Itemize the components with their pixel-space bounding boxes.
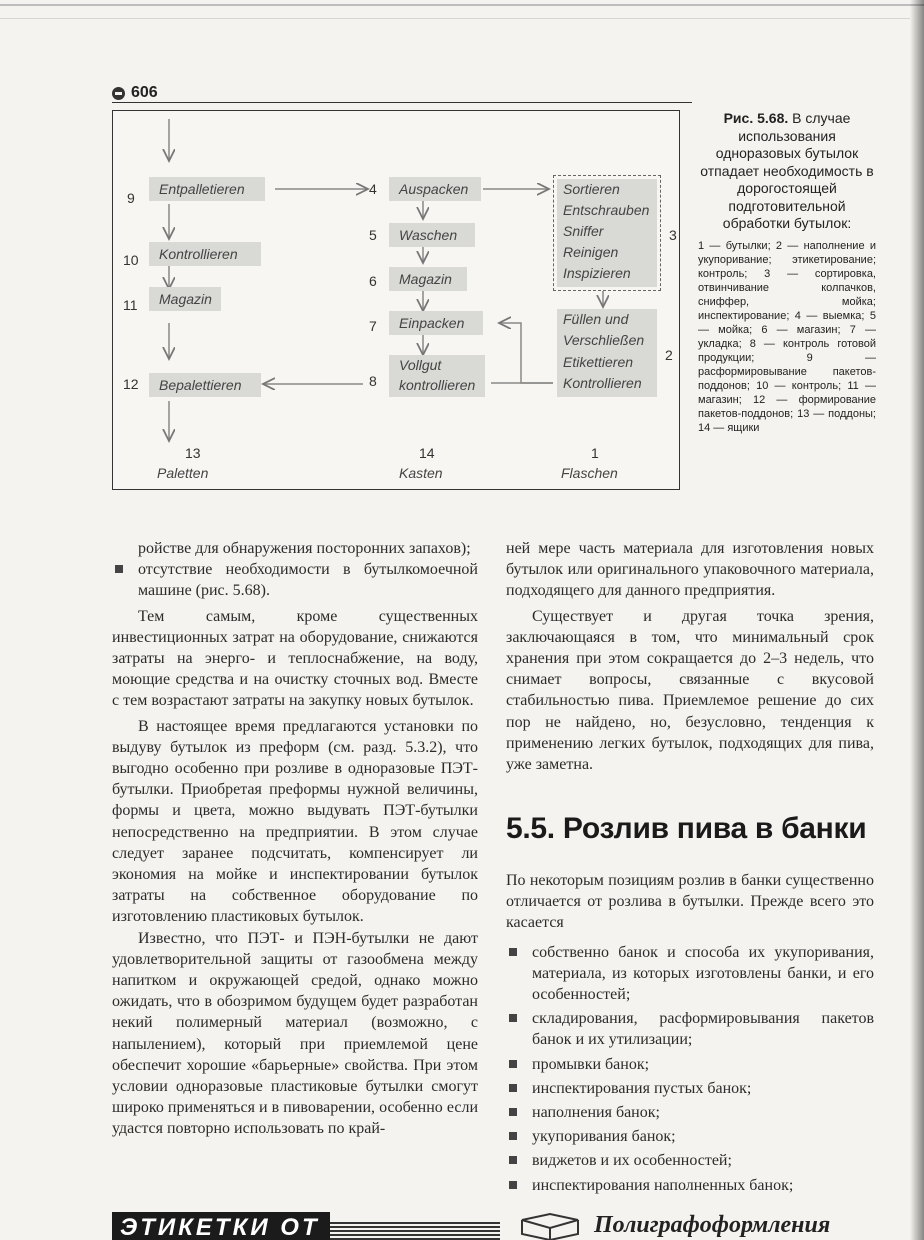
list-item-text: виджетов и их особенностей; — [532, 1152, 732, 1170]
bullet-square-icon — [509, 1181, 517, 1189]
list-item-text: наполнения банок; — [532, 1104, 660, 1122]
right-para-1: Существует и другая точка зрения, заключающаяся в том, что минимальный срок хранения при этом сокращается до 2–3 недель, что снимает вопросы, связанные с вкусовой стабильностью пива. Приемлемое решение до сих пор не найдено, но, безусловно, тенденция к применению легких бутылок, подходящих для пива, уже заметна. — [506, 607, 874, 774]
bullet-square-icon — [509, 1132, 517, 1140]
list-item — [506, 1150, 874, 1171]
diagram-label-9: Entpalletieren — [159, 181, 245, 197]
right-bullet-list — [506, 942, 874, 1196]
diagram-num-5: 5 — [369, 227, 377, 243]
diagram-label-14: Kasten — [399, 465, 443, 481]
diagram-label-3-line2: Entschrauben — [563, 202, 650, 218]
caption-legend: 1 — бутылки; 2 — наполнение и укупоривание; этикетирование; контроль; 3 — сортировка, отвинчивание колпачков, сниффер, мойка; инспектирование; 4 — выемка; 5 — мойка; 6 — магазин; 7 — укладка; 8 — контроль готовой продукции; 9 — расформировывание пакетов-поддонов; 10 — контроль; 11 — магазин; 12 — формирование пакетов-поддонов; 13 — поддоны; 14 — ящики — [698, 239, 876, 434]
printer-logo-icon — [516, 1212, 586, 1240]
diagram-label-5: Waschen — [399, 227, 458, 243]
arrow-2-to-7 — [499, 323, 553, 383]
diagram-num-6: 6 — [369, 273, 377, 289]
ad-banner-left — [112, 1212, 330, 1240]
diagram-label-4: Auspacken — [399, 181, 469, 197]
ad-banner-right — [512, 1212, 892, 1240]
list-item-text: укупоривания банок; — [532, 1128, 676, 1146]
list-item — [506, 1008, 874, 1050]
left-para-2: В настоящее время предлагаются установки по выдуву бутылок из преформ (см. разд. 5.3.2), что выгодно особенно при розливе в одноразовые ПЭТ-бутылки. Приобретая преформы нужной величины, формы и цвета, можно выдувать ПЭТ-бутылки непосредственно на предприятии. В этом случае следует заранее подсчитать, компенсирует ли экономия на мойке и инспектировании бутылок затраты на собственное оборудование по изготовлению пластиковых бутылок. — [112, 717, 478, 926]
list-item — [506, 1102, 874, 1123]
diagram-num-12: 12 — [123, 376, 139, 392]
diagram-label-11: Magazin — [159, 291, 212, 307]
bullet-square-icon — [509, 1108, 517, 1116]
figure-caption — [698, 110, 876, 435]
left-text-column — [112, 538, 478, 1140]
diagram-label-10: Kontrollieren — [159, 246, 238, 262]
left-para-continued: ройстве для обнаружения посторонних запахов); — [138, 540, 471, 557]
list-item — [506, 1078, 874, 1099]
header-rule — [112, 102, 692, 103]
diagram-num-8: 8 — [369, 373, 377, 389]
diagram-num-4: 4 — [369, 181, 377, 197]
diagram-label-1: Flaschen — [561, 465, 618, 481]
diagram-num-7: 7 — [369, 318, 377, 334]
list-item — [506, 1054, 874, 1075]
diagram-label-8a: Vollgut — [399, 357, 442, 373]
diagram-num-10: 10 — [123, 252, 139, 268]
list-item-text: инспектирования пустых банок; — [532, 1079, 752, 1097]
page-bullet-icon — [112, 87, 125, 100]
diagram-num-11: 11 — [123, 297, 138, 313]
list-item — [506, 1126, 874, 1147]
caption-title-text: В случае использования одноразовых бутылок отпадает необходимость в дорогостоящей подготовительной обработки бутылок: — [700, 110, 874, 231]
diagram-num-1: 1 — [591, 445, 599, 461]
diagram-num-3: 3 — [669, 227, 677, 243]
diagram-num-9: 9 — [127, 190, 135, 206]
diagram-label-13: Paletten — [157, 465, 209, 481]
diagram-label-7: Einpacken — [399, 315, 465, 331]
bullet-square-icon — [509, 1084, 517, 1092]
diagram-label-12: Bepalettieren — [159, 377, 242, 393]
left-bullet-item — [112, 559, 478, 601]
bullet-square-icon — [115, 565, 123, 573]
caption-title — [698, 110, 876, 233]
page-number-text: 606 — [131, 84, 158, 101]
diagram-label-8b: kontrollieren — [399, 377, 476, 393]
ad-stripes-decoration — [330, 1222, 500, 1240]
page-number — [112, 84, 158, 102]
diagram-label-2-line2: Verschließen — [563, 332, 645, 348]
section-heading: 5.5. Розлив пива в банки — [506, 812, 867, 845]
list-item-text: собственно банок и способа их укупоривания, материала, из которых изготовлены банки, и его особенностей; — [532, 943, 874, 1004]
diagram-num-14: 14 — [419, 445, 435, 461]
diagram-num-13: 13 — [185, 445, 201, 461]
list-item-text: складирования, расформировывания пакетов банок и их утилизации; — [532, 1010, 874, 1049]
left-para-1: Тем самым, кроме существенных инвестиционных затрат на оборудование, снижаются затраты на энерго- и теплоснабжение, на воду, моющие средства и на очистку сточных вод. Вместе с тем возрастают затраты на закупку новых бутылок. — [112, 607, 478, 710]
diagram-num-2: 2 — [665, 347, 673, 363]
bullet-square-icon — [509, 1156, 517, 1164]
diagram-label-3-line4: Reinigen — [563, 244, 619, 260]
right-text-column-bottom — [506, 870, 874, 1196]
list-item-text: промывки банок; — [532, 1055, 650, 1073]
diagram-label-2-line4: Kontrollieren — [563, 375, 642, 391]
bullet-square-icon — [509, 948, 517, 956]
list-item-text: инспектирования наполненных банок; — [532, 1176, 794, 1194]
page-gutter-shadow — [910, 0, 924, 1240]
ad-right-text: Полиграфоформления — [594, 1212, 831, 1238]
ad-left-text: ЭТИКЕТКИ ОТ — [120, 1214, 320, 1240]
left-bullet-text: отсутствие необходимости в бутылкомоечной машине (рис. 5.68). — [138, 561, 478, 600]
diagram-label-3-line5: Inspizieren — [563, 265, 631, 281]
bullet-square-icon — [509, 1060, 517, 1068]
top-edge-rule — [0, 4, 924, 6]
right-text-column-top — [506, 538, 874, 775]
bullet-square-icon — [509, 1014, 517, 1022]
process-diagram — [112, 110, 680, 490]
right-para-continued: ней мере часть материала для изготовления новых бутылок или оригинального упаковочного материала, подходящего для данного предприятия. — [506, 540, 874, 600]
list-item — [506, 942, 874, 1006]
list-item — [506, 1175, 874, 1196]
top-edge-rule-thin — [0, 18, 910, 19]
caption-figure-ref: Рис. 5.68. — [723, 110, 789, 126]
diagram-label-3-line3: Sniffer — [563, 223, 604, 239]
left-para-3: Известно, что ПЭТ- и ПЭН-бутылки не дают удовлетворительной защиты от газообмена между напитком и окружающей средой, однако можно ожидать, что в обозримом будущем будет разработан некий полимерный материал (возможно, с напылением), который при приемлемой цене обеспечит хорошие «барьерные» свойства. При этом условии одноразовые пластиковые бутылки смогут широко применяться и в пивоварении, особенно если удастся повторно использовать по край- — [112, 929, 478, 1138]
diagram-label-3-line1: Sortieren — [563, 181, 620, 197]
diagram-label-2-line3: Etikettieren — [563, 354, 634, 370]
diagram-label-6: Magazin — [399, 271, 452, 287]
right-para-2: По некоторым позициям розлив в банки существенно отличается от розлива в бутылки. Прежде всего это касается — [506, 872, 874, 932]
diagram-label-2-line1: Füllen und — [563, 311, 629, 327]
